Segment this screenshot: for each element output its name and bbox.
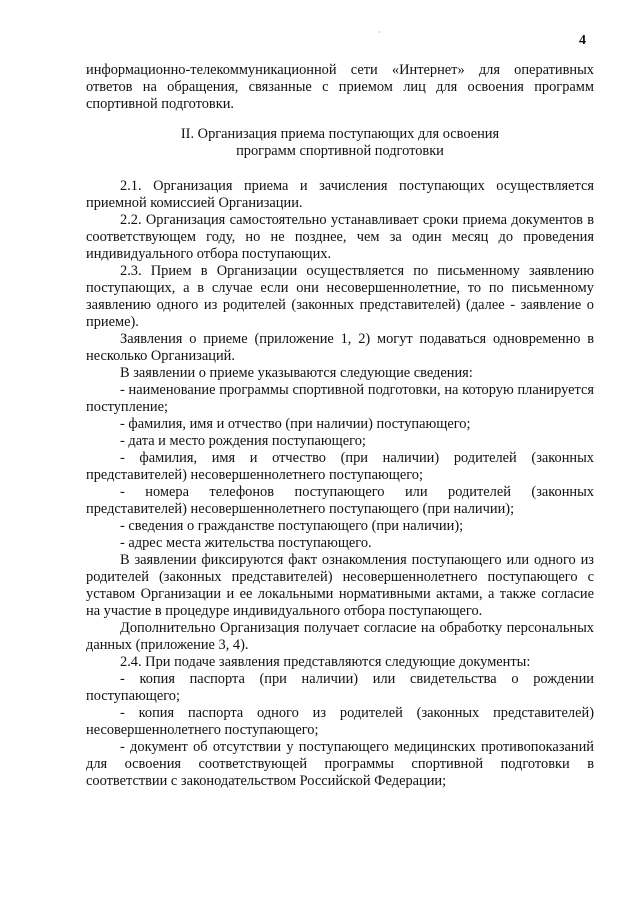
section-heading	[86, 126, 594, 160]
list-item: - копия паспорта (при наличии) или свидетельства о рождении поступающего;	[86, 671, 594, 704]
list-item: - наименование программы спортивной подготовки, на которую планируется поступление;	[86, 382, 594, 415]
paragraph-acknowledgement: В заявлении фиксируются факт ознакомления поступающего или одного из родителей (законных представителей) несовершеннолетнего поступающего с уставом Организации и ее локальными нормативными актами, а также согласие на участие в процедуре индивидуального отбора поступающего.	[86, 552, 594, 619]
list-item: - документ об отсутствии у поступающего медицинских противопоказаний для освоения соответствующей программы спортивной подготовки в соответствии с законодательством Российской Федерации;	[86, 739, 594, 789]
list-item: - номера телефонов поступающего или родителей (законных представителей) несовершеннолетнего поступающего (при наличии);	[86, 484, 594, 517]
list-item: - фамилия, имя и отчество (при наличии) родителей (законных представителей) несовершеннолетнего поступающего;	[86, 450, 594, 483]
paragraph-2-3: 2.3. Прием в Организации осуществляется по письменному заявлению поступающих, а в случае если они несовершеннолетние, то по письменному заявлению одного из родителей (законных представителей) (далее - заявление о приеме).	[86, 263, 594, 330]
document-body	[86, 62, 594, 790]
paragraph-multiple-orgs: Заявления о приеме (приложение 1, 2) могут подаваться одновременно в несколько Организаций.	[86, 331, 594, 364]
section-heading-line-1: II. Организация приема поступающих для освоения	[180, 126, 500, 142]
list-item: - сведения о гражданстве поступающего (при наличии);	[120, 518, 464, 534]
list-item: - дата и место рождения поступающего;	[120, 433, 366, 449]
paragraph-application-info: В заявлении о приеме указываются следующие сведения:	[120, 365, 473, 381]
paragraph-2-4: 2.4. При подаче заявления представляются следующие документы:	[120, 654, 531, 670]
list-item: - фамилия, имя и отчество (при наличии) поступающего;	[120, 416, 471, 432]
intro-paragraph: информационно-телекоммуникационной сети «Интернет» для оперативных ответов на обращения, связанные с приемом лиц для освоения программ спортивной подготовки.	[86, 62, 594, 112]
paragraph-consent: Дополнительно Организация получает согласие на обработку персональных данных (приложение 3, 4).	[86, 620, 594, 653]
page-number: 4	[579, 33, 586, 48]
paragraph-2-1: 2.1. Организация приема и зачисления поступающих осуществляется приемной комиссией Организации.	[86, 178, 594, 211]
scan-mark: ·	[378, 28, 381, 37]
list-item: - копия паспорта одного из родителей (законных представителей) несовершеннолетнего поступающего;	[86, 705, 594, 738]
list-item: - адрес места жительства поступающего.	[120, 535, 372, 551]
section-heading-line-2: программ спортивной подготовки	[236, 143, 444, 159]
paragraph-2-2: 2.2. Организация самостоятельно устанавливает сроки приема документов в соответствующем году, но не позднее, чем за один месяц до проведения индивидуального отбора поступающих.	[86, 212, 594, 262]
